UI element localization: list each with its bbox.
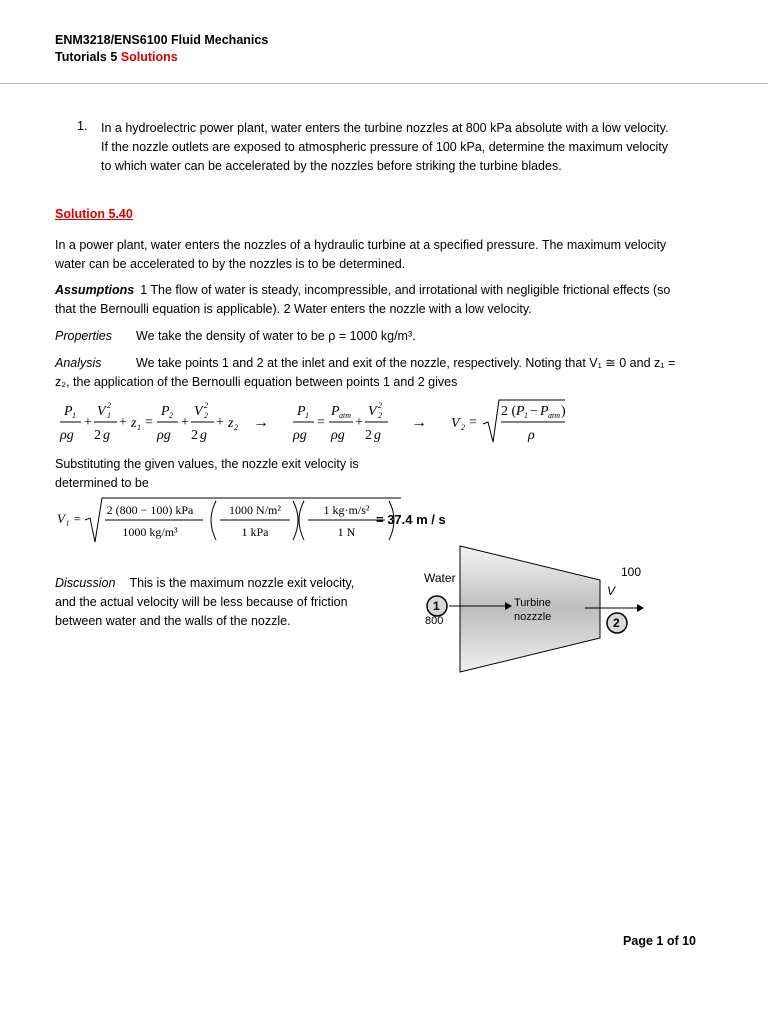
svg-text:2: 2 [191,428,198,443]
nozzle-diagram [415,540,655,680]
substitution-line-1: Substituting the given values, the nozzle exit velocity is [55,457,359,471]
svg-text:ρg: ρg [331,428,345,443]
discussion-line-3: between water and the walls of the nozzle. [55,614,291,628]
svg-text:−: − [530,404,538,419]
svg-text:1: 1 [305,411,309,420]
svg-text:2: 2 [94,428,101,443]
svg-text:P: P [64,404,73,419]
svg-text:P: P [516,404,525,419]
svg-text:g: g [200,428,207,443]
substitution-paragraph [55,455,415,493]
intro-paragraph [55,236,723,274]
svg-text:+: + [84,415,92,430]
svg-text:V: V [194,404,203,419]
substitution-line-2: determined to be [55,476,149,490]
analysis-label: Analysis [55,356,102,370]
page-total: 10 [682,934,696,948]
svg-text:+: + [119,415,127,430]
fraction-3-denominator: 1 N [337,525,356,539]
svg-text:→: → [253,414,269,431]
svg-text:1: 1 [107,411,111,420]
svg-text:2: 2 [204,401,208,410]
assumptions-line-2: that the Bernoulli equation is applicable). 2 Water enters the nozzle with a low velocity. [55,302,532,316]
svg-text:=: = [469,415,477,430]
svg-text:2: 2 [378,411,382,420]
svg-text:V: V [451,416,460,431]
svg-text:atm: atm [339,411,351,420]
svg-text:ρ: ρ [528,428,535,443]
svg-text:V: V [368,404,377,419]
bernoulli-equation [55,396,575,448]
tutorial-label: Tutorials 5 [55,50,121,64]
properties-paragraph [55,327,723,346]
page-number: 1 [656,934,664,948]
svg-text:P: P [331,404,340,419]
problem-line-2: If the nozzle outlets are exposed to atmospheric pressure of 100 kPa, determine the maximum velocity [101,140,668,154]
discussion-line-2: and the actual velocity will be less because of friction [55,595,348,609]
svg-text:z: z [228,416,234,431]
svg-text:=: = [317,415,325,430]
svg-text:2: 2 [169,411,173,420]
water-label: Water [424,571,456,585]
analysis-line-2: z₂, the application of the Bernoulli equation between points 1 and 2 gives [55,375,458,389]
svg-text:g: g [103,428,110,443]
velocity-equation [55,496,475,548]
svg-text:=: = [145,415,153,430]
svg-text:): ) [561,404,566,419]
svg-text:g: g [374,428,381,443]
properties-label: Properties [55,329,112,343]
problem-statement [101,119,723,176]
fraction-2-denominator: 1 kPa [241,525,269,539]
svg-text:P: P [161,404,170,419]
nozzle-label: nozzzle [514,611,552,623]
discussion-line-1: This is the maximum nozzle exit velocity, [129,576,355,590]
svg-text:V: V [97,404,106,419]
problem-line-1: In a hydroelectric power plant, water enters the turbine nozzles at 800 kPa absolute with a low velocity. [101,121,669,135]
svg-text:2: 2 [378,401,382,410]
analysis-line-1: We take points 1 and 2 at the inlet and exit of the nozzle, respectively. Noting that V₁ ≅ 0 and z₁ = [136,356,676,370]
inlet-pressure-label: 800 [425,615,444,627]
intro-line-1: In a power plant, water enters the nozzles of a hydraulic turbine at a specified pressure. The maximum velocity [55,238,667,252]
svg-text:ρg: ρg [157,428,171,443]
outlet-pressure-label: 100 [621,565,642,579]
svg-text:+: + [181,415,189,430]
point-2-label: 2 [613,616,620,630]
fraction-1-numerator: 2 (800 − 100) kPa [106,503,194,517]
svg-text:1: 1 [137,423,141,432]
svg-text:2: 2 [461,423,465,432]
assumptions-line-1: 1 The flow of water is steady, incompressible, and irrotational with negligible frictional effects (so [140,283,671,297]
fraction-2-numerator: 1000 N/m² [229,503,281,517]
page-footer [623,934,696,948]
nozzle-body [460,546,600,672]
velocity-result: = 37.4 m / s [376,512,446,527]
analysis-paragraph [55,354,723,392]
svg-text:P: P [540,404,549,419]
turbine-label: Turbine [514,597,551,609]
outlet-arrowhead [637,604,644,612]
svg-text:z: z [131,416,137,431]
assumptions-paragraph [55,281,723,319]
svg-text:2 (: 2 ( [501,404,517,419]
svg-text:1: 1 [524,411,528,420]
svg-text:ρg: ρg [293,428,307,443]
point-1-label: 1 [433,599,440,613]
fraction-3-numerator: 1 kg·m/s² [323,503,370,517]
problem-line-3: to which water can be accelerated by the nozzles before striking the turbine blades. [101,159,562,173]
svg-text:2: 2 [204,411,208,420]
footer-of: of [663,934,683,948]
svg-text:2: 2 [107,401,111,410]
svg-text:ρg: ρg [60,428,74,443]
svg-text:P: P [297,404,306,419]
footer-prefix: Page [623,934,657,948]
intro-line-2: water can be accelerated to by the nozzles is to be determined. [55,257,406,271]
outlet-velocity-label: V [607,584,616,598]
properties-text: We take the density of water to be ρ = 1000 kg/m³. [136,329,416,343]
svg-text:2: 2 [365,428,372,443]
svg-text:+: + [355,415,363,430]
discussion-label: Discussion [55,576,116,590]
problem-number: 1. [77,119,88,133]
header-divider [0,83,768,84]
course-title: ENM3218/ENS6100 Fluid Mechanics [55,33,269,47]
solution-title: Solution 5.40 [55,207,133,221]
svg-text:atm: atm [548,411,560,420]
fraction-1-denominator: 1000 kg/m³ [122,525,178,539]
tutorial-subtitle [55,50,178,64]
svg-text:2: 2 [234,423,238,432]
svg-text:1: 1 [72,411,76,420]
assumptions-label: Assumptions [55,283,135,297]
discussion-paragraph [55,574,375,631]
solutions-label: Solutions [120,50,178,64]
svg-text:→: → [411,414,427,431]
equation-lhs: V₁ = [57,511,82,526]
svg-text:+: + [216,415,224,430]
